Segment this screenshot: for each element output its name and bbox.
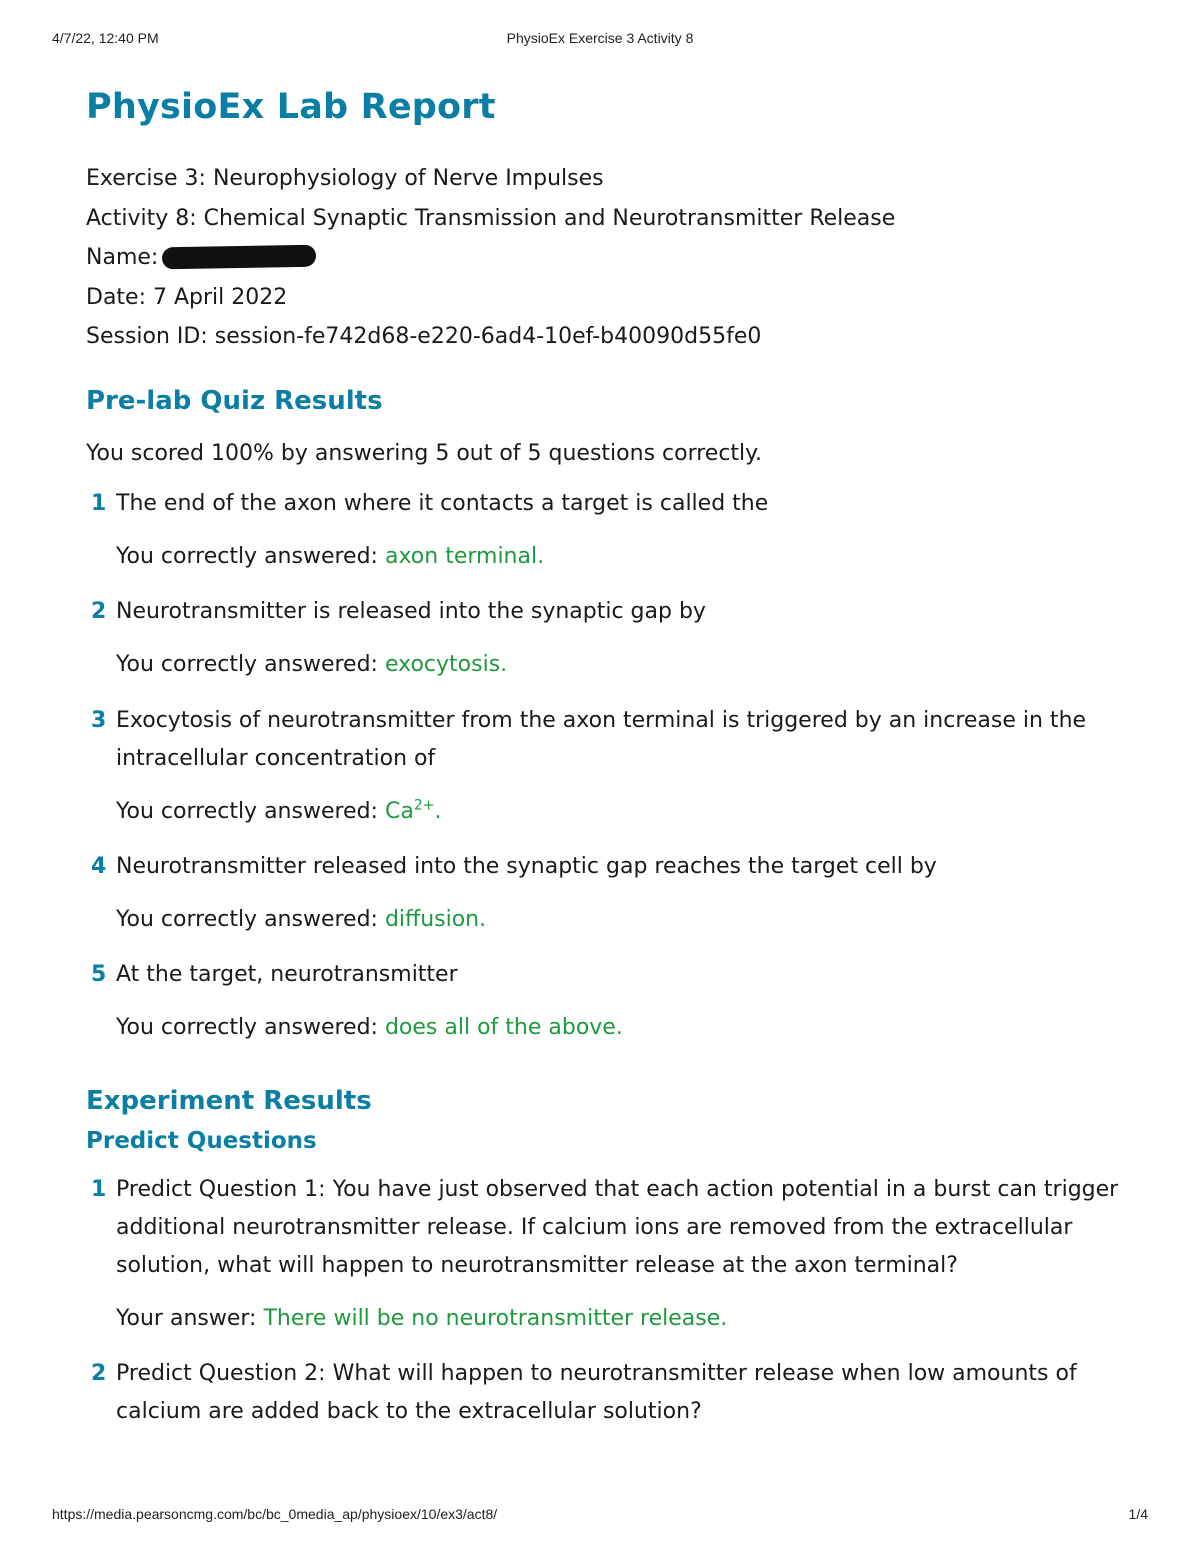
exercise-line: Exercise 3: Neurophysiology of Nerve Impulses xyxy=(86,166,604,191)
question-text: Neurotransmitter released into the synaptic gap reaches the target cell by xyxy=(116,853,937,879)
question-number: 1 xyxy=(91,1176,107,1202)
prelab-question-5 xyxy=(86,956,1126,1044)
print-datetime: 4/7/22, 12:40 PM xyxy=(52,30,159,46)
answer-value: axon terminal. xyxy=(384,543,545,569)
question-number: 5 xyxy=(91,961,107,987)
experiment-heading: Experiment Results xyxy=(86,1085,372,1116)
prelab-question-2 xyxy=(86,593,1126,681)
question-text: The end of the axon where it contacts a target is called the xyxy=(116,490,769,516)
answer-superscript: 2+ xyxy=(413,797,435,814)
question-text: Predict Question 2: What will happen to neurotransmitter release when low amounts of calcium are added back to the extracellular solution? xyxy=(116,1360,1077,1424)
print-header xyxy=(0,30,1200,50)
answer-value: There will be no neurotransmitter release. xyxy=(263,1305,728,1331)
activity-line: Activity 8: Chemical Synaptic Transmission and Neurotransmitter Release xyxy=(86,205,896,231)
print-page-title: PhysioEx Exercise 3 Activity 8 xyxy=(506,30,694,46)
print-footer xyxy=(0,1506,1200,1526)
prelab-score: You scored 100% by answering 5 out of 5 questions correctly. xyxy=(86,440,763,466)
report-title: PhysioEx Lab Report xyxy=(86,87,496,127)
redacted-name xyxy=(162,245,316,270)
question-number: 4 xyxy=(91,853,107,879)
prelab-question-3 xyxy=(86,702,1126,828)
answer-prefix: You correctly answered: xyxy=(116,906,378,932)
session-id-line: Session ID: session-fe742d68-e220-6ad4-10ef-b40090d55fe0 xyxy=(86,324,762,349)
answer-prefix: Your answer: xyxy=(116,1305,257,1331)
prelab-question-1 xyxy=(86,485,1126,573)
answer-prefix: You correctly answered: xyxy=(116,543,378,569)
question-answer xyxy=(116,1303,1126,1335)
question-answer xyxy=(116,1012,1126,1044)
answer-value: exocytosis. xyxy=(384,651,508,677)
prelab-question-4 xyxy=(86,848,1126,936)
question-answer xyxy=(116,796,1126,828)
answer-prefix: You correctly answered: xyxy=(116,798,378,824)
name-label: Name: xyxy=(86,245,159,270)
question-text: Neurotransmitter is released into the synaptic gap by xyxy=(116,598,706,624)
prelab-heading: Pre-lab Quiz Results xyxy=(86,385,383,416)
answer-prefix: You correctly answered: xyxy=(116,1014,378,1040)
answer-value: does all of the above. xyxy=(384,1014,623,1040)
page-url: https://media.pearsoncmg.com/bc/bc_0media_ap/physioex/10/ex3/act8/ xyxy=(52,1506,498,1522)
answer-prefix: You correctly answered: xyxy=(116,651,378,677)
predict-question-2 xyxy=(86,1355,1126,1431)
page-number: 1/4 xyxy=(1128,1506,1148,1522)
question-text: Predict Question 1: You have just observed that each action potential in a burst can trigger additional neurotransmitter release. If calcium ions are removed from the extracellular solution, what will happen to neurotransmitter release at the axon terminal? xyxy=(116,1176,1119,1278)
question-answer xyxy=(116,541,1126,573)
predict-questions-heading: Predict Questions xyxy=(86,1127,317,1154)
answer-value xyxy=(385,799,441,824)
date-line: Date: 7 April 2022 xyxy=(86,284,288,310)
name-line xyxy=(86,238,1126,278)
answer-base: Ca xyxy=(384,798,414,824)
question-answer xyxy=(116,649,1126,681)
question-answer xyxy=(116,904,1126,936)
answer-end: . xyxy=(434,798,442,824)
answer-value: diffusion. xyxy=(384,906,487,932)
predict-question-1 xyxy=(86,1171,1126,1335)
question-text: Exocytosis of neurotransmitter from the axon terminal is triggered by an increase in the intracellular concentration of xyxy=(116,707,1087,771)
question-number: 2 xyxy=(91,598,107,624)
question-number: 1 xyxy=(91,490,107,516)
report-meta xyxy=(86,159,1126,357)
question-number: 2 xyxy=(91,1360,107,1386)
question-number: 3 xyxy=(91,707,107,733)
question-text: At the target, neurotransmitter xyxy=(116,961,458,987)
report-content xyxy=(86,84,1126,1431)
